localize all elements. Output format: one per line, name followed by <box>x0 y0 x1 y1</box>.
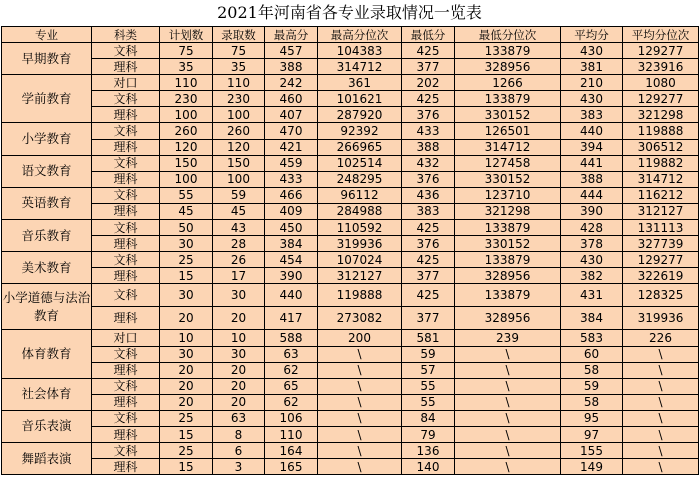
avg-rank-cell: 323916 <box>623 59 699 75</box>
plan-cell: 55 <box>160 187 213 203</box>
max-score-cell: 384 <box>265 236 318 252</box>
min-rank-cell: 1266 <box>455 75 561 91</box>
table-row <box>2 459 699 475</box>
plan-cell: 30 <box>160 284 213 307</box>
max-score-cell: 457 <box>265 43 318 59</box>
min-score-cell: 425 <box>402 252 455 268</box>
avg-score-cell: 388 <box>561 171 623 187</box>
avg-rank-cell: 1080 <box>623 75 699 91</box>
max-rank-cell: 102514 <box>318 155 402 171</box>
min-rank-cell: \ <box>455 410 561 426</box>
avg-rank-cell: 129277 <box>623 43 699 59</box>
plan-cell: 100 <box>160 171 213 187</box>
max-rank-cell: \ <box>318 410 402 426</box>
min-rank-cell: 330152 <box>455 236 561 252</box>
min-rank-cell: 328956 <box>455 59 561 75</box>
max-rank-cell: 200 <box>318 330 402 346</box>
admitted-cell: 100 <box>213 171 265 187</box>
plan-cell: 110 <box>160 75 213 91</box>
admitted-cell: 150 <box>213 155 265 171</box>
table-row <box>2 252 699 268</box>
table-row <box>2 75 699 91</box>
admitted-cell: 6 <box>213 443 265 459</box>
admitted-cell: 20 <box>213 307 265 330</box>
table-row <box>2 330 699 346</box>
major-cell: 社会体育 <box>2 378 92 410</box>
table-row <box>2 203 699 219</box>
avg-score-cell: 430 <box>561 43 623 59</box>
table-row <box>2 187 699 203</box>
header-min-score: 最低分 <box>402 27 455 43</box>
table-row <box>2 43 699 59</box>
min-rank-cell: 314712 <box>455 139 561 155</box>
min-rank-cell: 133879 <box>455 91 561 107</box>
major-cell: 小学道德与法治教育 <box>2 284 92 330</box>
max-rank-cell: \ <box>318 426 402 442</box>
subject-cell: 理科 <box>92 426 160 442</box>
avg-rank-cell: \ <box>623 362 699 378</box>
admitted-cell: 120 <box>213 139 265 155</box>
plan-cell: 25 <box>160 252 213 268</box>
min-rank-cell: \ <box>455 443 561 459</box>
admitted-cell: 20 <box>213 394 265 410</box>
table-row <box>2 426 699 442</box>
header-avg-score: 平均分 <box>561 27 623 43</box>
table-row <box>2 268 699 284</box>
admitted-cell: 110 <box>213 75 265 91</box>
avg-rank-cell: \ <box>623 378 699 394</box>
avg-score-cell: 210 <box>561 75 623 91</box>
min-rank-cell: 133879 <box>455 252 561 268</box>
min-rank-cell: 123710 <box>455 187 561 203</box>
subject-cell: 文科 <box>92 43 160 59</box>
max-score-cell: 421 <box>265 139 318 155</box>
max-score-cell: 470 <box>265 123 318 139</box>
max-rank-cell: \ <box>318 394 402 410</box>
max-rank-cell: \ <box>318 459 402 475</box>
plan-cell: 75 <box>160 43 213 59</box>
plan-cell: 120 <box>160 139 213 155</box>
max-score-cell: 110 <box>265 426 318 442</box>
plan-cell: 20 <box>160 394 213 410</box>
major-cell: 英语教育 <box>2 187 92 219</box>
max-rank-cell: 284988 <box>318 203 402 219</box>
min-score-cell: 376 <box>402 171 455 187</box>
admitted-cell: 28 <box>213 236 265 252</box>
subject-cell: 文科 <box>92 91 160 107</box>
min-score-cell: 57 <box>402 362 455 378</box>
avg-rank-cell: \ <box>623 410 699 426</box>
plan-cell: 20 <box>160 307 213 330</box>
table-row <box>2 236 699 252</box>
subject-cell: 文科 <box>92 346 160 362</box>
avg-score-cell: 382 <box>561 268 623 284</box>
min-score-cell: 425 <box>402 43 455 59</box>
max-score-cell: 62 <box>265 394 318 410</box>
major-cell: 语文教育 <box>2 155 92 187</box>
max-rank-cell: 92392 <box>318 123 402 139</box>
max-rank-cell: 248295 <box>318 171 402 187</box>
max-score-cell: 62 <box>265 362 318 378</box>
avg-score-cell: 155 <box>561 443 623 459</box>
max-rank-cell: 110592 <box>318 220 402 236</box>
admitted-cell: 3 <box>213 459 265 475</box>
max-rank-cell: 104383 <box>318 43 402 59</box>
plan-cell: 50 <box>160 220 213 236</box>
avg-rank-cell: \ <box>623 459 699 475</box>
min-score-cell: 202 <box>402 75 455 91</box>
min-score-cell: 432 <box>402 155 455 171</box>
min-rank-cell: 330152 <box>455 171 561 187</box>
subject-cell: 理科 <box>92 107 160 123</box>
avg-score-cell: 430 <box>561 252 623 268</box>
admission-table <box>1 26 699 475</box>
min-score-cell: 55 <box>402 394 455 410</box>
major-cell: 学前教育 <box>2 75 92 123</box>
subject-cell: 文科 <box>92 187 160 203</box>
plan-cell: 20 <box>160 362 213 378</box>
avg-rank-cell: 226 <box>623 330 699 346</box>
admitted-cell: 75 <box>213 43 265 59</box>
max-score-cell: 460 <box>265 91 318 107</box>
avg-score-cell: 378 <box>561 236 623 252</box>
admitted-cell: 8 <box>213 426 265 442</box>
avg-rank-cell: 119888 <box>623 123 699 139</box>
min-score-cell: 433 <box>402 123 455 139</box>
table-body <box>2 43 699 475</box>
table-row <box>2 307 699 330</box>
major-cell: 早期教育 <box>2 43 92 75</box>
admitted-cell: 30 <box>213 284 265 307</box>
max-score-cell: 450 <box>265 220 318 236</box>
table-row <box>2 91 699 107</box>
max-rank-cell: 312127 <box>318 268 402 284</box>
min-rank-cell: 328956 <box>455 307 561 330</box>
table-row <box>2 107 699 123</box>
max-score-cell: 459 <box>265 155 318 171</box>
major-cell: 音乐教育 <box>2 220 92 252</box>
avg-rank-cell: \ <box>623 394 699 410</box>
header-plan: 计划数 <box>160 27 213 43</box>
max-rank-cell: 107024 <box>318 252 402 268</box>
major-cell: 音乐表演 <box>2 410 92 442</box>
avg-rank-cell: 306512 <box>623 139 699 155</box>
table-row <box>2 346 699 362</box>
max-score-cell: 433 <box>265 171 318 187</box>
max-score-cell: 440 <box>265 284 318 307</box>
avg-score-cell: 583 <box>561 330 623 346</box>
avg-rank-cell: 312127 <box>623 203 699 219</box>
min-rank-cell: \ <box>455 459 561 475</box>
max-rank-cell: 266965 <box>318 139 402 155</box>
table-row <box>2 123 699 139</box>
plan-cell: 15 <box>160 426 213 442</box>
max-score-cell: 242 <box>265 75 318 91</box>
max-rank-cell: 314712 <box>318 59 402 75</box>
avg-score-cell: 384 <box>561 307 623 330</box>
plan-cell: 20 <box>160 378 213 394</box>
plan-cell: 25 <box>160 410 213 426</box>
min-rank-cell: \ <box>455 346 561 362</box>
plan-cell: 45 <box>160 203 213 219</box>
major-cell: 美术教育 <box>2 252 92 284</box>
avg-rank-cell: 322619 <box>623 268 699 284</box>
plan-cell: 35 <box>160 59 213 75</box>
max-rank-cell: \ <box>318 378 402 394</box>
avg-rank-cell: 129277 <box>623 91 699 107</box>
plan-cell: 100 <box>160 107 213 123</box>
subject-cell: 理科 <box>92 394 160 410</box>
table-row <box>2 155 699 171</box>
max-score-cell: 388 <box>265 59 318 75</box>
header-avg-rank: 平均分位次 <box>623 27 699 43</box>
avg-score-cell: 440 <box>561 123 623 139</box>
min-score-cell: 136 <box>402 443 455 459</box>
admitted-cell: 63 <box>213 410 265 426</box>
admitted-cell: 20 <box>213 378 265 394</box>
plan-cell: 150 <box>160 155 213 171</box>
avg-score-cell: 149 <box>561 459 623 475</box>
min-rank-cell: \ <box>455 394 561 410</box>
avg-score-cell: 59 <box>561 378 623 394</box>
max-score-cell: 409 <box>265 203 318 219</box>
subject-cell: 文科 <box>92 378 160 394</box>
subject-cell: 文科 <box>92 252 160 268</box>
avg-score-cell: 60 <box>561 346 623 362</box>
max-rank-cell: \ <box>318 346 402 362</box>
subject-cell: 理科 <box>92 203 160 219</box>
min-score-cell: 55 <box>402 378 455 394</box>
min-score-cell: 425 <box>402 91 455 107</box>
max-rank-cell: \ <box>318 443 402 459</box>
max-score-cell: 65 <box>265 378 318 394</box>
subject-cell: 理科 <box>92 139 160 155</box>
avg-rank-cell: 319936 <box>623 307 699 330</box>
avg-rank-cell: 116212 <box>623 187 699 203</box>
max-rank-cell: 273082 <box>318 307 402 330</box>
plan-cell: 25 <box>160 443 213 459</box>
max-score-cell: 588 <box>265 330 318 346</box>
header-max-rank: 最高分位次 <box>318 27 402 43</box>
plan-cell: 230 <box>160 91 213 107</box>
min-rank-cell: 321298 <box>455 203 561 219</box>
min-score-cell: 436 <box>402 187 455 203</box>
plan-cell: 10 <box>160 330 213 346</box>
max-score-cell: 106 <box>265 410 318 426</box>
avg-score-cell: 383 <box>561 107 623 123</box>
admitted-cell: 59 <box>213 187 265 203</box>
admitted-cell: 10 <box>213 330 265 346</box>
subject-cell: 理科 <box>92 268 160 284</box>
plan-cell: 30 <box>160 236 213 252</box>
plan-cell: 15 <box>160 459 213 475</box>
avg-rank-cell: \ <box>623 426 699 442</box>
subject-cell: 理科 <box>92 171 160 187</box>
avg-rank-cell: 327739 <box>623 236 699 252</box>
max-score-cell: 454 <box>265 252 318 268</box>
subject-cell: 对口 <box>92 75 160 91</box>
min-rank-cell: 239 <box>455 330 561 346</box>
table-row <box>2 394 699 410</box>
avg-score-cell: 431 <box>561 284 623 307</box>
admitted-cell: 43 <box>213 220 265 236</box>
avg-score-cell: 95 <box>561 410 623 426</box>
min-score-cell: 59 <box>402 346 455 362</box>
subject-cell: 理科 <box>92 236 160 252</box>
min-score-cell: 377 <box>402 59 455 75</box>
admitted-cell: 230 <box>213 91 265 107</box>
avg-score-cell: 390 <box>561 203 623 219</box>
major-cell: 体育教育 <box>2 330 92 378</box>
subject-cell: 理科 <box>92 307 160 330</box>
min-rank-cell: 133879 <box>455 43 561 59</box>
min-rank-cell: 133879 <box>455 284 561 307</box>
max-rank-cell: 287920 <box>318 107 402 123</box>
min-rank-cell: \ <box>455 378 561 394</box>
major-cell: 小学教育 <box>2 123 92 155</box>
subject-cell: 文科 <box>92 284 160 307</box>
max-score-cell: 165 <box>265 459 318 475</box>
admitted-cell: 17 <box>213 268 265 284</box>
admitted-cell: 35 <box>213 59 265 75</box>
avg-score-cell: 441 <box>561 155 623 171</box>
admitted-cell: 20 <box>213 362 265 378</box>
table-row <box>2 378 699 394</box>
major-cell: 舞蹈表演 <box>2 443 92 475</box>
table-row <box>2 410 699 426</box>
min-rank-cell: 330152 <box>455 107 561 123</box>
avg-rank-cell: 314712 <box>623 171 699 187</box>
header-max-score: 最高分 <box>265 27 318 43</box>
admitted-cell: 26 <box>213 252 265 268</box>
header-min-rank: 最低分位次 <box>455 27 561 43</box>
header-subject: 科类 <box>92 27 160 43</box>
avg-score-cell: 394 <box>561 139 623 155</box>
admitted-cell: 30 <box>213 346 265 362</box>
max-rank-cell: 96112 <box>318 187 402 203</box>
min-score-cell: 140 <box>402 459 455 475</box>
header-admitted: 录取数 <box>213 27 265 43</box>
subject-cell: 理科 <box>92 459 160 475</box>
max-rank-cell: 319936 <box>318 236 402 252</box>
table-row <box>2 284 699 307</box>
max-score-cell: 164 <box>265 443 318 459</box>
subject-cell: 文科 <box>92 410 160 426</box>
min-score-cell: 79 <box>402 426 455 442</box>
admitted-cell: 100 <box>213 107 265 123</box>
avg-score-cell: 58 <box>561 394 623 410</box>
avg-score-cell: 430 <box>561 91 623 107</box>
min-rank-cell: 126501 <box>455 123 561 139</box>
min-score-cell: 425 <box>402 284 455 307</box>
subject-cell: 文科 <box>92 155 160 171</box>
page-title: 2021年河南省各专业录取情况一览表 <box>217 3 482 22</box>
subject-cell: 理科 <box>92 59 160 75</box>
avg-score-cell: 428 <box>561 220 623 236</box>
max-score-cell: 407 <box>265 107 318 123</box>
subject-cell: 理科 <box>92 362 160 378</box>
max-rank-cell: 101621 <box>318 91 402 107</box>
max-rank-cell: 361 <box>318 75 402 91</box>
table-row <box>2 59 699 75</box>
table-row <box>2 171 699 187</box>
avg-rank-cell: \ <box>623 346 699 362</box>
table-row <box>2 362 699 378</box>
min-rank-cell: 127458 <box>455 155 561 171</box>
subject-cell: 文科 <box>92 220 160 236</box>
admitted-cell: 260 <box>213 123 265 139</box>
min-rank-cell: 328956 <box>455 268 561 284</box>
max-score-cell: 466 <box>265 187 318 203</box>
min-rank-cell: 133879 <box>455 220 561 236</box>
max-score-cell: 63 <box>265 346 318 362</box>
table-row <box>2 220 699 236</box>
avg-score-cell: 97 <box>561 426 623 442</box>
avg-score-cell: 444 <box>561 187 623 203</box>
avg-rank-cell: 128325 <box>623 284 699 307</box>
subject-cell: 文科 <box>92 443 160 459</box>
min-score-cell: 383 <box>402 203 455 219</box>
min-rank-cell: \ <box>455 426 561 442</box>
avg-rank-cell: 129277 <box>623 252 699 268</box>
header-major: 专业 <box>2 27 92 43</box>
max-rank-cell: 119888 <box>318 284 402 307</box>
avg-rank-cell: 131113 <box>623 220 699 236</box>
min-rank-cell: \ <box>455 362 561 378</box>
subject-cell: 文科 <box>92 123 160 139</box>
plan-cell: 15 <box>160 268 213 284</box>
admitted-cell: 45 <box>213 203 265 219</box>
min-score-cell: 388 <box>402 139 455 155</box>
plan-cell: 260 <box>160 123 213 139</box>
max-score-cell: 417 <box>265 307 318 330</box>
avg-rank-cell: 119882 <box>623 155 699 171</box>
min-score-cell: 376 <box>402 236 455 252</box>
min-score-cell: 377 <box>402 268 455 284</box>
max-score-cell: 390 <box>265 268 318 284</box>
min-score-cell: 84 <box>402 410 455 426</box>
min-score-cell: 377 <box>402 307 455 330</box>
max-rank-cell: \ <box>318 362 402 378</box>
avg-rank-cell: \ <box>623 443 699 459</box>
min-score-cell: 376 <box>402 107 455 123</box>
header-row <box>2 27 699 43</box>
avg-score-cell: 58 <box>561 362 623 378</box>
avg-score-cell: 381 <box>561 59 623 75</box>
avg-rank-cell: 321298 <box>623 107 699 123</box>
subject-cell: 对口 <box>92 330 160 346</box>
table-row <box>2 443 699 459</box>
table-row <box>2 139 699 155</box>
plan-cell: 30 <box>160 346 213 362</box>
min-score-cell: 581 <box>402 330 455 346</box>
min-score-cell: 425 <box>402 220 455 236</box>
